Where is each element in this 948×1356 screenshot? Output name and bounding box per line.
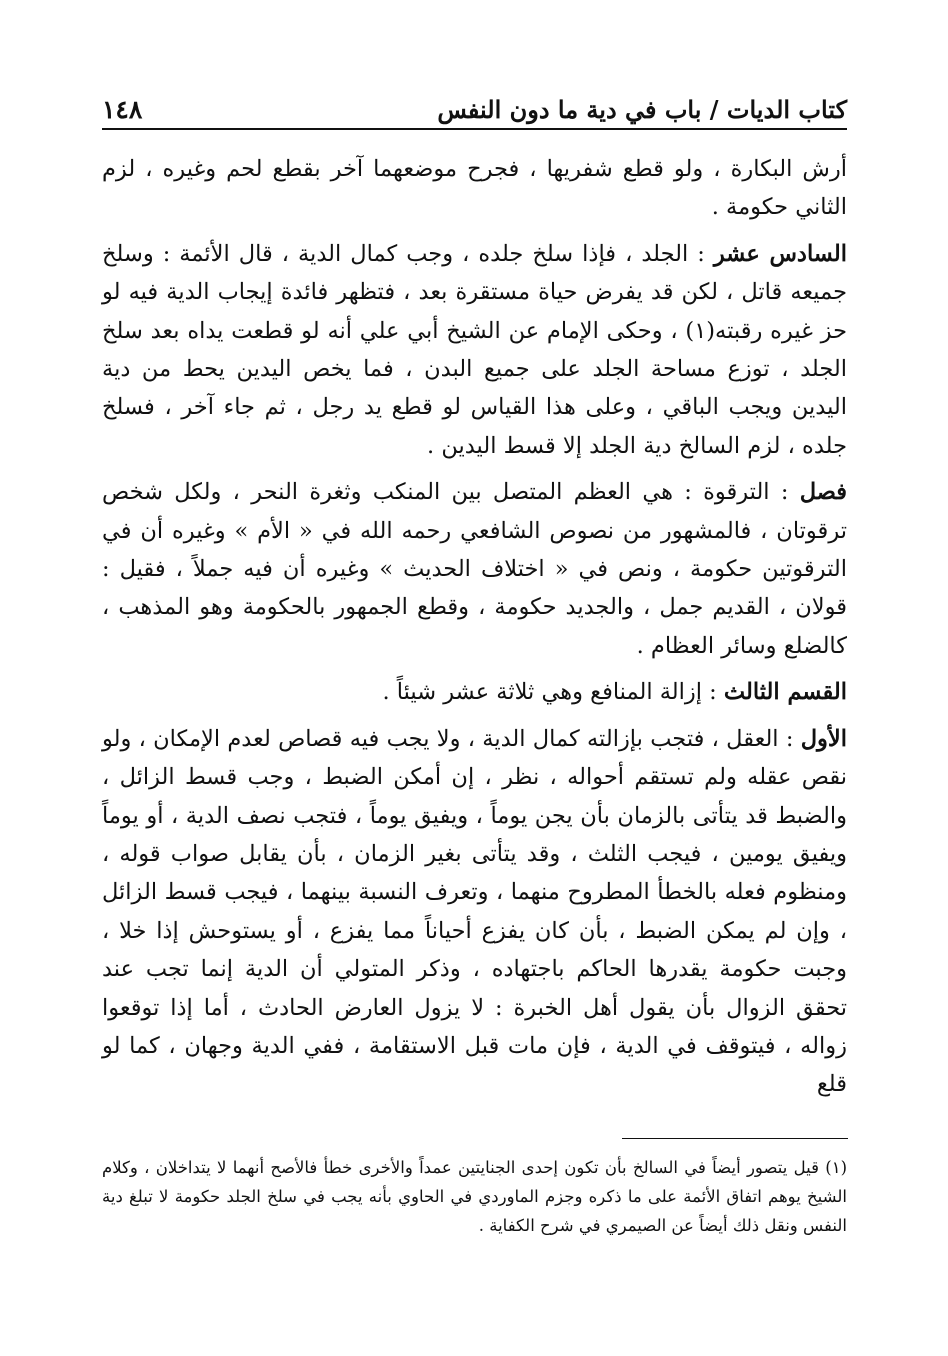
- paragraph: [102, 720, 847, 1104]
- footnote-divider: [622, 1138, 848, 1139]
- section-heading: القسم الثالث: [723, 679, 847, 706]
- paragraph: [102, 235, 847, 465]
- page-number: ١٤٨: [102, 95, 143, 124]
- section-heading: السادس عشر: [713, 240, 847, 267]
- main-text: [102, 150, 847, 1112]
- footnote: (١) قيل يتصور أيضاً في السالخ بأن تكون إحدى الجنايتين عمداً والأخرى خطأ فالأصح أنهما لا يتداخلان ، وكلام الشيخ يوهم اتفاق الأئمة على ما ذكره وجزم الماوردي في الحاوي بأنه يجب في سلخ الجلد حكومة لا تبلغ دية النفس ونقل ذلك أيضاً عن الصيمري في شرح الكفاية .: [102, 1158, 847, 1235]
- paragraph: [102, 673, 847, 711]
- section-heading: فصل: [799, 479, 847, 506]
- paragraph-text: : الترقوة : هي العظم المتصل بين المنكب وثغرة النحر ، ولكل شخص ترقوتان ، فالمشهور من نصوص الشافعي رحمه الله في « الأم » وغيره أن في الترقوتين حكومة ، ونص في « اختلاف الحديث » وغيره أن فيه جملاً ، فقيل : قولان ، القديم جمل ، والجديد حكومة ، وقطع الجمهور بالحكومة وهو المذهب ، كالضلع وسائر العظام .: [102, 479, 847, 659]
- paragraph-text: : إزالة المنافع وهي ثلاثة عشر شيئاً .: [382, 679, 724, 706]
- chapter-title: كتاب الديات / باب في دية ما دون النفس: [437, 95, 847, 124]
- running-header: [102, 88, 847, 130]
- paragraph-text: أرش البكارة ، ولو قطع شفريها ، فجرح موضعهما آخر بقطع لحم وغيره ، لزم الثاني حكومة .: [102, 156, 847, 221]
- paragraph: [102, 473, 847, 665]
- section-heading: الأول: [800, 725, 847, 752]
- paragraph-text: : الجلد ، فإذا سلخ جلده ، وجب كمال الدية ، قال الأئمة : وسلخ جميعه قاتل ، لكن قد يفرض حياة مستقرة بعد ، فتظهر فائدة إيجاب الدية فيه لو حز غيره رقبته(١) ، وحكى الإمام عن الشيخ أبي علي أنه لو قطعت يداه بعد سلخ الجلد ، توزع مساحة الجلد على جميع البدن ، فما يخص اليدين يحط من دية اليدين ويجب الباقي ، وعلى هذا القياس لو قطع يد رجل ، ثم جاء آخر ، فسلخ جلده ، لزم السالخ دية الجلد إلا قسط اليدين .: [102, 240, 847, 459]
- paragraph: [102, 150, 847, 227]
- paragraph-text: : العقل ، فتجب بإزالته كمال الدية ، ولا يجب فيه قصاص لعدم الإمكان ، ولو نقص عقله ولم تستقم أحواله ، نظر ، إن أمكن الضبط ، وجب قسط الزائل ، والضبط قد يتأتى بالزمان بأن يجن يوماً ، ويفيق يوماً ، فتجب نصف الدية ، أو يوماً ويفيق يومين ، فيجب الثلث ، وقد يتأتى بغير الزمان ، بأن يقابل صواب قوله ، ومنظوم فعله بالخطأ المطروح منهما ، وتعرف النسبة بينهما ، فيجب قسط الزائل ، وإن لم يمكن الضبط ، بأن كان يفزع أحياناً مما يفزع ، أو يستوحش إذا خلا ، وجبت حكومة يقدرها الحاكم باجتهاده ، وذكر المتولي أن الدية إنما تجب عند تحقق الزوال بأن يقول أهل الخبرة : لا يزول العارض الحادث ، أما إذا توقعوا زواله ، فيتوقف في الدية ، فإن مات قبل الاستقامة ، ففي الدية وجهان ، كما لو قلع: [102, 725, 847, 1098]
